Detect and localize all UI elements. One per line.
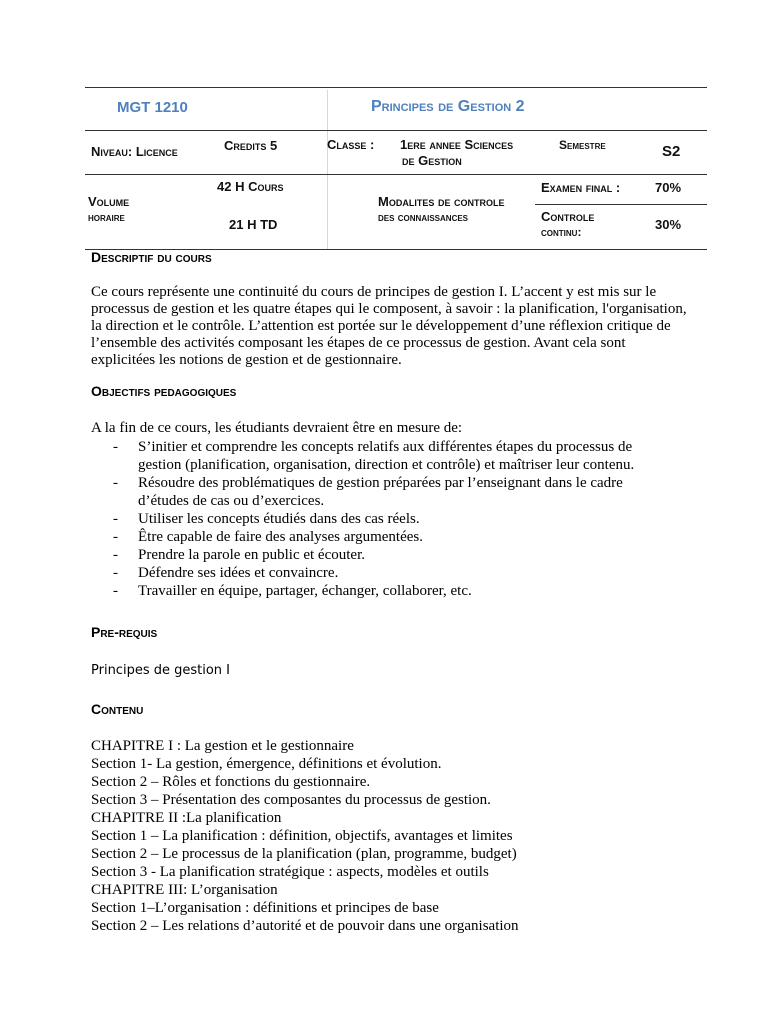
list-item: - Travailler en équipe, partager, échanger, collaborer, etc.: [113, 583, 472, 599]
list-item: - S’initier et comprendre les concepts relatifs aux différentes étapes du processus de gestion (planification, organisation, direction et contrôle) et maîtriser leur contenu.: [113, 439, 635, 473]
controle-label-line2: continu:: [541, 225, 582, 239]
content-line: CHAPITRE II :La planification: [91, 810, 282, 826]
course-level-row: [85, 131, 707, 175]
objectifs-list: [113, 438, 673, 600]
course-code: MGT 1210: [117, 99, 188, 116]
course-info-table: [85, 87, 707, 250]
examen-label: Examen final :: [541, 180, 621, 195]
semestre-value: S2: [662, 143, 681, 160]
cours-hours: 42 H Cours: [217, 179, 284, 194]
content-line: CHAPITRE III: L’organisation: [91, 882, 278, 898]
list-item: - Être capable de faire des analyses argumentées.: [113, 529, 423, 545]
contenu-list: [91, 737, 691, 935]
list-item: - Prendre la parole en public et écouter.: [113, 547, 365, 563]
classe-label: Classe :: [327, 137, 375, 152]
prerequis-heading: Pre-requis: [91, 624, 158, 640]
content-line: Section 2 – Rôles et fonctions du gestionnaire.: [91, 774, 371, 790]
descriptif-text: Ce cours représente une continuité du cours de principes de gestion I. L’accent y est mis sur le processus de gestion et les quatre étapes qui le composent, à savoir : la planification, l'organisation, la direction et le contrôle. L’attention est portée sur le développement d’une réflexion critique de l’ensemble des activités composant les étapes de ce processus de gestion. Avant cela sont explicitées les notions de gestion et de gestionnaire.: [91, 284, 687, 368]
course-title-row: [85, 88, 707, 131]
list-item: - Résoudre des problématiques de gestion préparées par l’enseignant dans le cadre d’études de cas ou d’exercices.: [113, 475, 623, 509]
volume-label-line2: horaire: [88, 210, 125, 224]
list-item: - Défendre ses idées et convaincre.: [113, 565, 339, 581]
controle-value: 30%: [655, 217, 682, 232]
modalites-label-line2: des connaissances: [378, 210, 469, 224]
volume-label-line1: Volume: [88, 194, 130, 209]
volume-modalites-row: [85, 175, 707, 249]
objectifs-intro: A la fin de ce cours, les étudiants devraient être en mesure de:: [91, 420, 463, 436]
content-line: Section 3 – Présentation des composantes du processus de gestion.: [91, 792, 491, 808]
examen-value: 70%: [655, 180, 682, 195]
descriptif-heading: Descriptif du cours: [91, 249, 212, 265]
content-line: Section 1- La gestion, émergence, définitions et évolution.: [91, 756, 442, 772]
modalites-label-line1: Modalites de controle: [378, 194, 505, 209]
content-line: Section 2 – Le processus de la planification (plan, programme, budget): [91, 846, 517, 862]
classe-value-line1: 1ere annee Sciences: [400, 137, 514, 152]
contenu-heading: Contenu: [91, 701, 144, 717]
td-hours: 21 H TD: [229, 217, 278, 232]
course-title: Principes de Gestion 2: [371, 98, 525, 115]
content-line: CHAPITRE I : La gestion et le gestionnaire: [91, 738, 354, 754]
niveau-label: Niveau: Licence: [91, 144, 178, 159]
credits-label: Credits 5: [224, 138, 278, 153]
semestre-label: Semestre: [559, 138, 606, 152]
objectifs-heading: Objectifs pedagogiques: [91, 383, 237, 399]
content-line: Section 1 – La planification : définition, objectifs, avantages et limites: [91, 828, 513, 844]
list-item: - Utiliser les concepts étudiés dans des cas réels.: [113, 511, 420, 527]
content-line: Section 2 – Les relations d’autorité et de pouvoir dans une organisation: [91, 918, 519, 934]
prerequis-text: Principes de gestion I: [91, 663, 230, 678]
controle-label-line1: Controle: [541, 209, 595, 224]
content-line: Section 1–L’organisation : définitions et principes de base: [91, 900, 439, 916]
content-line: Section 3 - La planification stratégique : aspects, modèles et outils: [91, 864, 489, 880]
classe-value-line2: de Gestion: [402, 153, 462, 168]
